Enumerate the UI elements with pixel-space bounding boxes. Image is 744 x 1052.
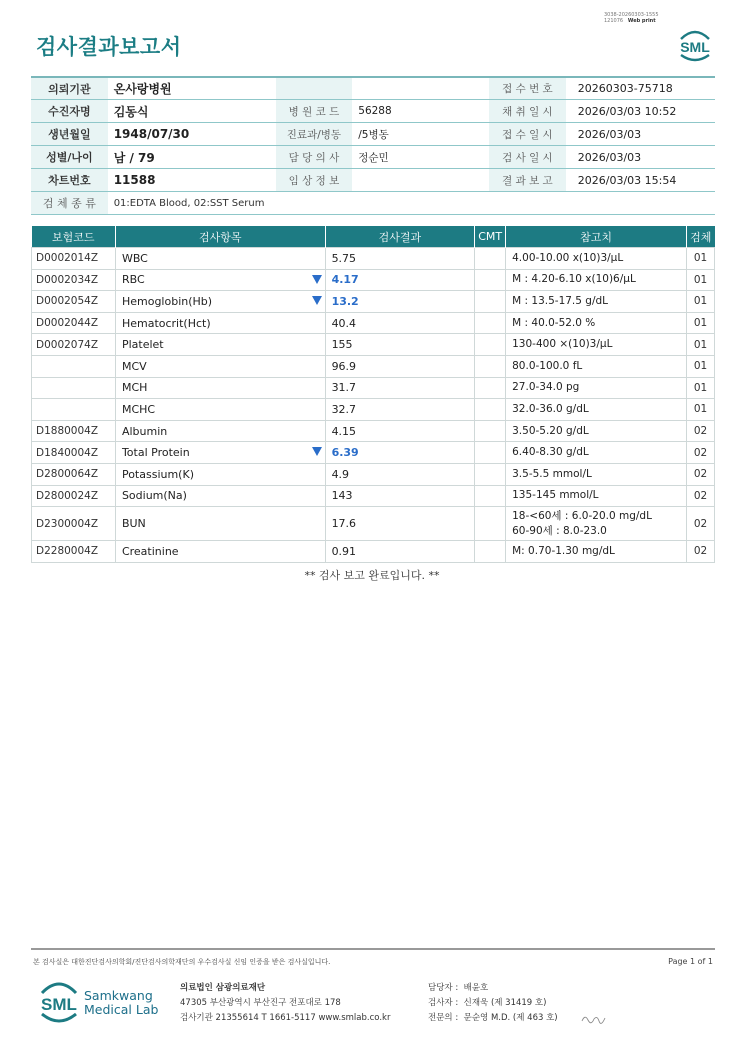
info-value: 온사랑병원 [108, 77, 276, 100]
specimen-code: 01 [687, 248, 715, 270]
cmt-value [475, 399, 506, 421]
insurance-code: D0002014Z [32, 248, 116, 270]
low-flag-arrow-icon [312, 447, 322, 456]
insurance-code: D1880004Z [32, 420, 116, 442]
info-value: 정순민 [352, 146, 489, 169]
reference-line: M: 0.70-1.30 mg/dL [512, 544, 615, 557]
insurance-code: D0002034Z [32, 269, 116, 291]
info-value: 20260303-75718 [566, 77, 715, 100]
org-address: 47305 부산광역시 부산진구 전포대로 178 [180, 998, 341, 1008]
reference-line: M : 4.20-6.10 x(10)6/μL [512, 273, 636, 286]
test-name-text: Total Protein [121, 446, 190, 460]
info-label: 진료과/병동 [276, 123, 353, 146]
info-row [31, 100, 715, 123]
test-name-text: WBC [121, 251, 148, 265]
test-result: 32.7 [325, 399, 475, 421]
test-name [115, 269, 325, 291]
reference-range [506, 485, 687, 507]
info-label: 성별/나이 [31, 146, 108, 169]
insurance-code [32, 355, 116, 377]
col-header-cmt: CMT [475, 226, 506, 248]
test-name-text: MCV [121, 359, 147, 373]
specimen-code: 01 [687, 334, 715, 356]
reference-range [506, 334, 687, 356]
specimen-code: 02 [687, 420, 715, 442]
patient-info-table [31, 76, 715, 215]
test-name-text: Hematocrit(Hct) [121, 316, 211, 330]
staff-info [428, 981, 558, 1026]
test-name [115, 399, 325, 421]
specimen-code: 01 [687, 269, 715, 291]
reference-line: 80.0-100.0 fL [512, 359, 583, 372]
results-body [32, 248, 715, 563]
info-label: 채 취 일 시 [489, 100, 566, 123]
reference-line: 3.50-5.20 g/dL [512, 424, 589, 437]
info-row [31, 146, 715, 169]
footer-divider [31, 948, 715, 950]
cmt-value [475, 248, 506, 270]
test-name-text: Sodium(Na) [121, 489, 187, 503]
low-flag-arrow-icon [312, 296, 322, 305]
specimen-code: 02 [687, 442, 715, 464]
test-name [115, 355, 325, 377]
reference-line: 130-400 ×(10)3/μL [512, 338, 613, 351]
staff-name: 문순영 M.D. (제 463 호) [463, 1013, 558, 1023]
insurance-code [32, 399, 116, 421]
cmt-value [475, 377, 506, 399]
specimen-code: 02 [687, 541, 715, 563]
cmt-value [475, 291, 506, 313]
report-print-code [604, 12, 659, 24]
test-name-text: Potassium(K) [121, 467, 194, 481]
reference-line: 32.0-36.0 g/dL [512, 402, 589, 415]
reference-line: 6.40-8.30 g/dL [512, 446, 589, 459]
test-result: 4.15 [325, 420, 475, 442]
result-row [32, 377, 715, 399]
col-header-test: 검사항목 [115, 226, 325, 248]
insurance-code: D0002044Z [32, 312, 116, 334]
specimen-label: 검 체 종 류 [31, 192, 108, 215]
test-name [115, 485, 325, 507]
test-name-text: Albumin [121, 424, 168, 438]
specimen-code: 02 [687, 463, 715, 485]
result-row [32, 507, 715, 541]
test-name-text: BUN [121, 517, 146, 531]
specimen-code: 01 [687, 377, 715, 399]
test-result: 13.2 [325, 291, 475, 313]
result-row [32, 420, 715, 442]
reference-line: 60-90세 : 8.0-23.0 [512, 524, 607, 537]
info-row [31, 169, 715, 192]
reference-range [506, 399, 687, 421]
insurance-code: D2280004Z [32, 541, 116, 563]
test-result: 0.91 [325, 541, 475, 563]
result-row [32, 485, 715, 507]
test-name [115, 291, 325, 313]
insurance-code: D2800024Z [32, 485, 116, 507]
reference-range [506, 377, 687, 399]
staff-line [428, 1011, 558, 1026]
info-value: /5병동 [352, 123, 489, 146]
signature-icon [580, 1011, 606, 1030]
certification-note: 본 검사실은 대한진단검사의학회/진단검사의학재단의 우수검사실 신임 인증을 받은 검사실입니다. [33, 958, 331, 966]
sml-logo-icon [676, 27, 714, 67]
info-row [31, 123, 715, 146]
cmt-value [475, 485, 506, 507]
brand-name [84, 989, 158, 1017]
test-name [115, 541, 325, 563]
reference-range [506, 442, 687, 464]
test-result: 40.4 [325, 312, 475, 334]
sml-logo-text: SML [680, 39, 710, 55]
brand-line2: Medical Lab [84, 1002, 159, 1017]
insurance-code: D0002054Z [32, 291, 116, 313]
staff-name: 배윤호 [463, 983, 489, 993]
reference-range [506, 312, 687, 334]
result-row [32, 334, 715, 356]
result-row [32, 463, 715, 485]
info-label: 수진자명 [31, 100, 108, 123]
result-row [32, 269, 715, 291]
reference-line: 18-<60세 : 6.0-20.0 mg/dL [512, 509, 652, 522]
result-row [32, 442, 715, 464]
test-name-text: Platelet [121, 338, 164, 352]
info-value: 56288 [352, 100, 489, 123]
reference-range [506, 355, 687, 377]
col-header-code: 보험코드 [32, 226, 116, 248]
test-result: 17.6 [325, 507, 475, 541]
info-label: 의뢰기관 [31, 77, 108, 100]
reference-range [506, 541, 687, 563]
insurance-code: D2300004Z [32, 507, 116, 541]
col-header-reference: 참고치 [506, 226, 687, 248]
result-row [32, 248, 715, 270]
reference-line: 3.5-5.5 mmol/L [512, 467, 592, 480]
info-label: 담 당 의 사 [276, 146, 353, 169]
reference-range [506, 269, 687, 291]
info-value: 2026/03/03 [566, 123, 715, 146]
result-row [32, 399, 715, 421]
info-value: 2026/03/03 [566, 146, 715, 169]
info-value: 남 / 79 [108, 146, 276, 169]
info-value: 11588 [108, 169, 276, 192]
test-name-text: Hemoglobin(Hb) [121, 294, 213, 308]
staff-role: 담당자 : [428, 983, 459, 993]
specimen-code: 01 [687, 291, 715, 313]
samkwang-logo-icon [36, 978, 82, 1030]
staff-role: 전문의 : [428, 1013, 459, 1023]
insurance-code: D1840004Z [32, 442, 116, 464]
info-label: 검 사 일 시 [489, 146, 566, 169]
cmt-value [475, 355, 506, 377]
test-result: 31.7 [325, 377, 475, 399]
reference-line: 27.0-34.0 pg [512, 381, 580, 394]
reference-range [506, 463, 687, 485]
test-result: 6.39 [325, 442, 475, 464]
specimen-code: 01 [687, 355, 715, 377]
result-row [32, 355, 715, 377]
test-name [115, 420, 325, 442]
test-name [115, 334, 325, 356]
reference-line: 4.00-10.00 x(10)3/μL [512, 251, 624, 264]
test-name [115, 248, 325, 270]
info-label: 임 상 정 보 [276, 169, 353, 192]
specimen-code: 01 [687, 399, 715, 421]
brand-line1: Samkwang [84, 988, 153, 1003]
insurance-code [32, 377, 116, 399]
test-name [115, 463, 325, 485]
insurance-code: D2800064Z [32, 463, 116, 485]
cmt-value [475, 507, 506, 541]
web-print-label: Web print [627, 18, 656, 24]
cmt-value [475, 334, 506, 356]
test-name [115, 312, 325, 334]
cmt-value [475, 541, 506, 563]
test-name-text: RBC [121, 273, 145, 287]
insurance-code: D0002074Z [32, 334, 116, 356]
info-label: 결 과 보 고 [489, 169, 566, 192]
test-name [115, 507, 325, 541]
reference-line: M : 40.0-52.0 % [512, 316, 596, 329]
reference-line: M : 13.5-17.5 g/dL [512, 294, 608, 307]
test-result: 143 [325, 485, 475, 507]
reference-range [506, 291, 687, 313]
info-value: 2026/03/03 10:52 [566, 100, 715, 123]
cmt-value [475, 463, 506, 485]
result-row [32, 541, 715, 563]
test-result: 4.9 [325, 463, 475, 485]
test-name-text: Creatinine [121, 544, 179, 558]
test-result: 5.75 [325, 248, 475, 270]
info-row-specimen [31, 192, 715, 215]
test-name-text: MCHC [121, 402, 156, 416]
results-header-row [32, 226, 715, 248]
info-value [352, 169, 489, 192]
org-contact: 검사기관 21355614 T 1661-5117 www.smlab.co.kr [180, 1013, 391, 1023]
reference-range [506, 507, 687, 541]
reference-range [506, 248, 687, 270]
test-result: 4.17 [325, 269, 475, 291]
reference-range [506, 420, 687, 442]
cmt-value [475, 442, 506, 464]
test-result: 96.9 [325, 355, 475, 377]
cmt-value [475, 269, 506, 291]
org-name: 의료법인 삼광의료재단 [180, 983, 266, 993]
cmt-value [475, 420, 506, 442]
info-label: 생년월일 [31, 123, 108, 146]
completion-message: ** 검사 보고 완료입니다. ** [304, 569, 440, 582]
staff-name: 신재욱 (제 31419 호) [463, 998, 547, 1008]
staff-line [428, 996, 558, 1011]
organization-info [180, 981, 390, 1026]
page-number: Page 1 of 1 [668, 957, 713, 966]
result-row [32, 312, 715, 334]
info-label: 접 수 번 호 [489, 77, 566, 100]
test-name-text: MCH [121, 381, 148, 395]
specimen-value: 01:EDTA Blood, 02:SST Serum [108, 192, 715, 215]
info-label: 병 원 코 드 [276, 100, 353, 123]
print-code-line2 [604, 18, 659, 24]
result-row [32, 291, 715, 313]
print-code-number: 121076 [604, 18, 624, 24]
footer-logo-text: SML [41, 995, 77, 1014]
staff-line [428, 981, 558, 996]
info-label: 접 수 일 시 [489, 123, 566, 146]
info-value: 김동식 [108, 100, 276, 123]
specimen-code: 01 [687, 312, 715, 334]
specimen-code: 02 [687, 485, 715, 507]
report-title: 검사결과보고서 [36, 35, 182, 59]
info-value: 2026/03/03 15:54 [566, 169, 715, 192]
info-value [352, 77, 489, 100]
low-flag-arrow-icon [312, 275, 322, 284]
test-name [115, 442, 325, 464]
print-code-line1: 3038-20260303-1555 [604, 12, 659, 18]
info-row [31, 77, 715, 100]
info-label [276, 77, 353, 100]
col-header-specimen: 검체 [687, 226, 715, 248]
reference-line: 135-145 mmol/L [512, 489, 599, 502]
test-result: 155 [325, 334, 475, 356]
results-table [31, 226, 715, 563]
cmt-value [475, 312, 506, 334]
info-value: 1948/07/30 [108, 123, 276, 146]
test-name [115, 377, 325, 399]
col-header-result: 검사결과 [325, 226, 475, 248]
staff-role: 검사자 : [428, 998, 459, 1008]
info-label: 차트번호 [31, 169, 108, 192]
specimen-code: 02 [687, 507, 715, 541]
